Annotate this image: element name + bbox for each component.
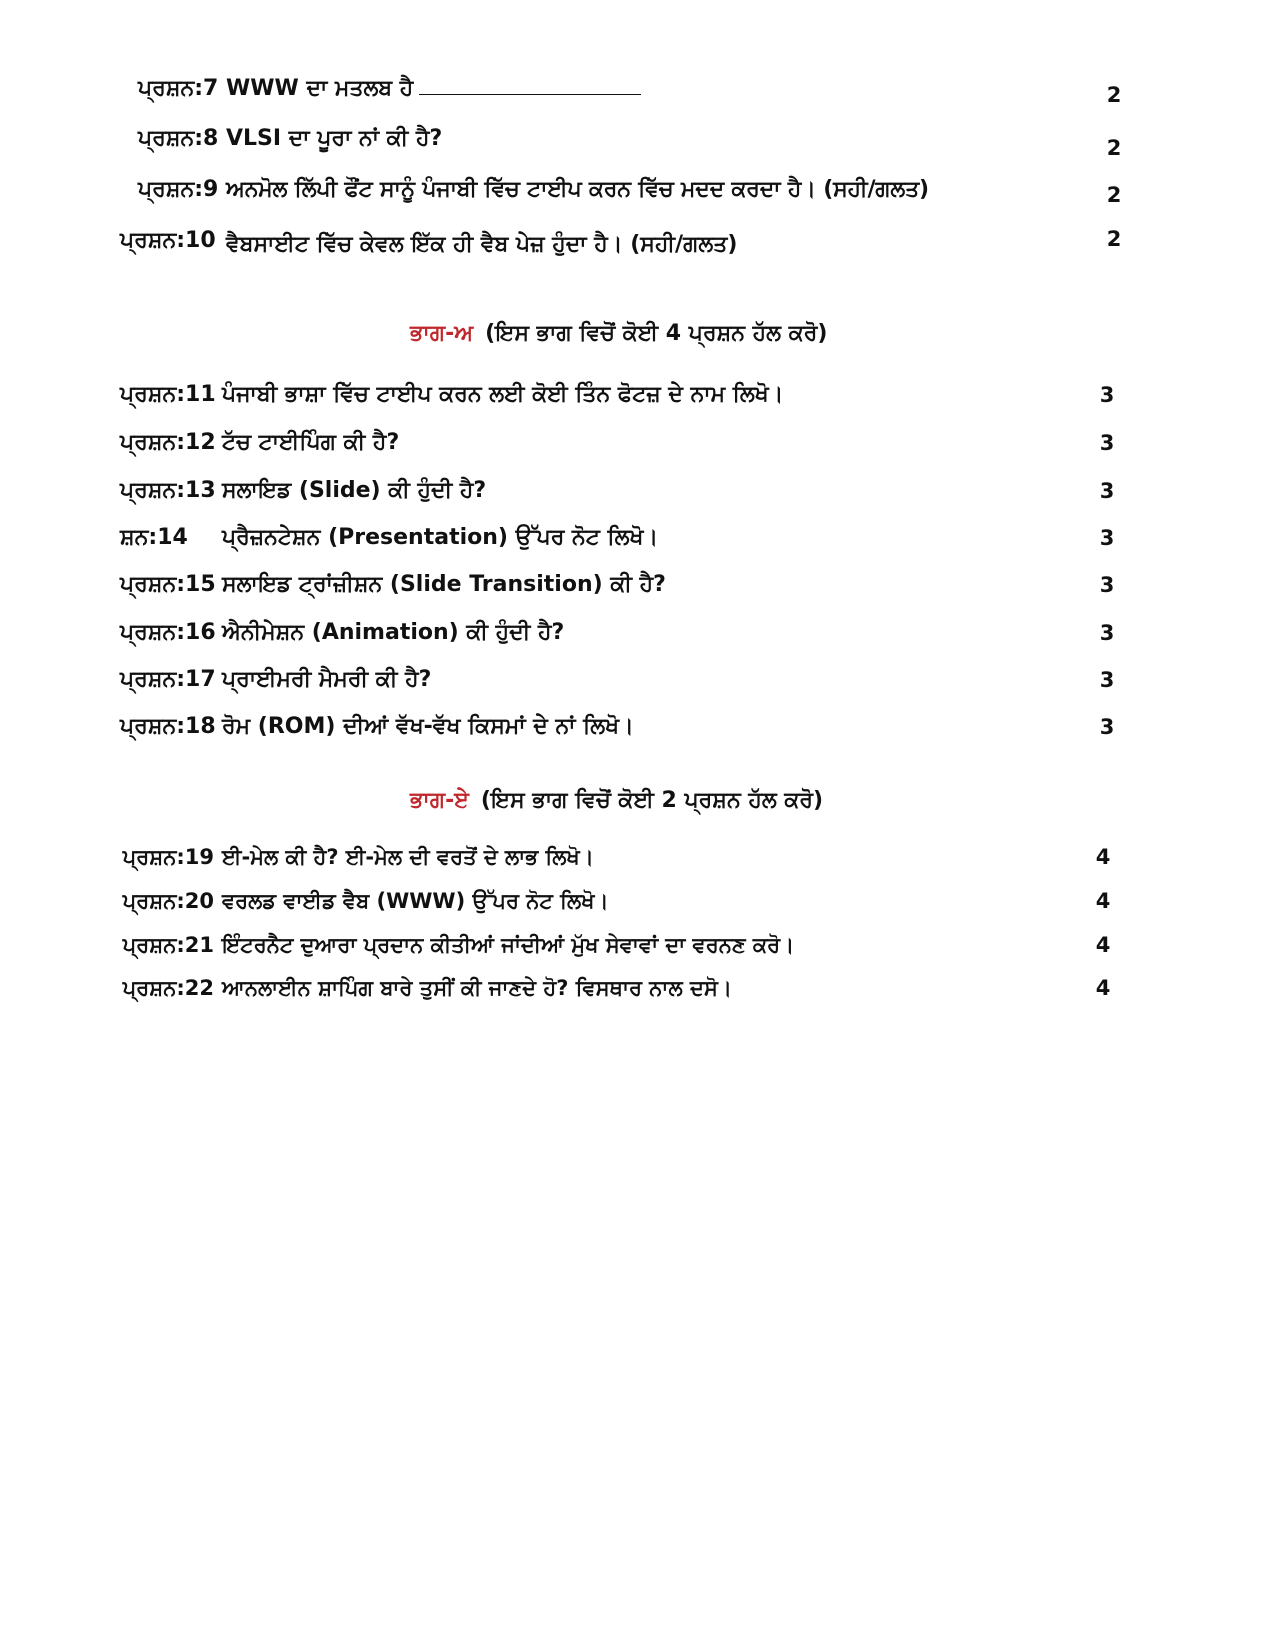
question-label: ਪ੍ਰਸ਼ਨ:19 <box>122 845 214 869</box>
question-text: ਅਨਮੋਲ ਲਿੱਪੀ ਫੌਂਟ ਸਾਨੂੰ ਪੰਜਾਬੀ ਵਿੱਚ ਟਾਈਪ ਕਰਨ ਵਿੱਚ ਮਦਦ ਕਰਦਾ ਹੈ। (ਸਹੀ/ਗਲਤ) <box>226 177 929 202</box>
question-label: ਪ੍ਰਸ਼ਨ:7 <box>138 76 219 101</box>
question-text: ਇੰਟਰਨੈਟ ਦੁਆਰਾ ਪ੍ਰਦਾਨ ਕੀਤੀਆਂ ਜਾਂਦੀਆਂ ਮੁੱਖ ਸੇਵਾਵਾਂ ਦਾ ਵਰਨਣ ਕਰੋ। <box>222 933 795 957</box>
question-marks: 4 <box>1095 889 1111 913</box>
question-label: ਪ੍ਰਸ਼ਨ:18 <box>120 714 216 739</box>
question-text: ਪੰਜਾਬੀ ਭਾਸ਼ਾ ਵਿੱਚ ਟਾਈਪ ਕਰਨ ਲਈ ਕੋਈ ਤਿੰਨ ਫੋਟਜ਼ ਦੇ ਨਾਮ ਲਿਖੋ। <box>222 382 784 407</box>
question-marks: 2 <box>1106 183 1122 207</box>
question-text <box>226 72 641 106</box>
question-text: ਸਲਾਇਡ ਟ੍ਰਾਂਜ਼ੀਸ਼ਨ (Slide Transition) ਕੀ ਹੈ? <box>222 572 666 597</box>
question-label: ਪ੍ਰਸ਼ਨ:17 <box>120 667 216 692</box>
question-text: ਈ-ਮੇਲ ਕੀ ਹੈ? ਈ-ਮੇਲ ਦੀ ਵਰਤੋਂ ਦੇ ਲਾਭ ਲਿਖੋ। <box>222 845 594 869</box>
question-text: ਰੋਮ (ROM) ਦੀਆਂ ਵੱਖ-ਵੱਖ ਕਿਸਮਾਂ ਦੇ ਨਾਂ ਲਿਖੋ। <box>222 714 634 739</box>
question-label: ਪ੍ਰਸ਼ਨ:20 <box>122 889 214 913</box>
question-marks: 4 <box>1095 845 1111 869</box>
question-label: ਪ੍ਰਸ਼ਨ:9 <box>138 177 219 202</box>
question-marks: 4 <box>1095 976 1111 1000</box>
section-a-heading <box>410 316 827 352</box>
section-e-heading <box>410 783 823 819</box>
question-text: ਪ੍ਰਾਈਮਰੀ ਮੈਮਰੀ ਕੀ ਹੈ? <box>222 667 432 692</box>
question-label: ਪ੍ਰਸ਼ਨ:21 <box>122 933 214 957</box>
question-marks: 3 <box>1099 715 1115 739</box>
question-text: ਟੱਚ ਟਾਈਪਿੰਗ ਕੀ ਹੈ? <box>222 430 400 455</box>
question-marks: 2 <box>1106 227 1122 251</box>
section-instruction: (ਇਸ ਭਾਗ ਵਿਚੋਂ ਕੋਈ 4 ਪ੍ਰਸ਼ਨ ਹੱਲ ਕਰੋ) <box>485 321 828 346</box>
question-text: ਵੈਬਸਾਈਟ ਵਿੱਚ ਕੇਵਲ ਇੱਕ ਹੀ ਵੈਬ ਪੇਜ਼ ਹੁੰਦਾ ਹੈ। (ਸਹੀ/ਗਲਤ) <box>226 232 738 257</box>
question-marks: 3 <box>1099 621 1115 645</box>
question-marks: 3 <box>1099 431 1115 455</box>
section-instruction: (ਇਸ ਭਾਗ ਵਿਚੋਂ ਕੋਈ 2 ਪ੍ਰਸ਼ਨ ਹੱਲ ਕਰੋ) <box>480 788 824 813</box>
question-marks: 3 <box>1099 668 1115 692</box>
section-part-label: ਭਾਗ-ਏ <box>410 788 469 813</box>
question-text: ਸਲਾਇਡ (Slide) ਕੀ ਹੁੰਦੀ ਹੈ? <box>222 478 487 503</box>
question-text: ਐਨੀਮੇਸ਼ਨ (Animation) ਕੀ ਹੁੰਦੀ ਹੈ? <box>222 620 565 645</box>
question-text: ਆਨਲਾਈਨ ਸ਼ਾਪਿੰਗ ਬਾਰੇ ਤੁਸੀਂ ਕੀ ਜਾਣਦੇ ਹੋ? ਵਿਸਥਾਰ ਨਾਲ ਦਸੋ। <box>222 976 732 1000</box>
question-label: ਪ੍ਰਸ਼ਨ:12 <box>120 430 216 455</box>
question-marks: 4 <box>1095 933 1111 957</box>
question-label: ਪ੍ਰਸ਼ਨ:13 <box>120 478 216 503</box>
question-label: ਪ੍ਰਸ਼ਨ:15 <box>120 572 216 597</box>
question-marks: 2 <box>1106 83 1122 107</box>
question-text: ਪ੍ਰੈਜ਼ਨਟੇਸ਼ਨ (Presentation) ਉੱਪਰ ਨੋਟ ਲਿਖੋ। <box>222 525 659 550</box>
question-marks: 3 <box>1099 383 1115 407</box>
question-marks: 3 <box>1099 573 1115 597</box>
section-part-label: ਭਾਗ-ਅ <box>410 321 474 346</box>
question-marks: 2 <box>1106 136 1122 160</box>
question-label: ਪ੍ਰਸ਼ਨ:11 <box>120 382 216 407</box>
question-label: ਪ੍ਰਸ਼ਨ:22 <box>122 976 214 1000</box>
question-label: ਪ੍ਰਸ਼ਨ:10 <box>120 228 216 253</box>
question-text: VLSI ਦਾ ਪੂਰਾ ਨਾਂ ਕੀ ਹੈ? <box>226 126 443 151</box>
answer-blank <box>419 74 641 95</box>
question-marks: 3 <box>1099 479 1115 503</box>
question-label: ਪ੍ਰਸ਼ਨ:8 <box>138 126 219 151</box>
question-marks: 3 <box>1099 526 1115 550</box>
question-label: ਪ੍ਰਸ਼ਨ:16 <box>120 620 216 645</box>
question-label: ਸ਼ਨ:14 <box>120 525 188 550</box>
question-text: ਵਰਲਡ ਵਾਈਡ ਵੈਬ (WWW) ਉੱਪਰ ਨੋਟ ਲਿਖੋ। <box>222 889 609 913</box>
question-text-content: WWW ਦਾ ਮਤਲਬ ਹੈ <box>226 76 414 101</box>
